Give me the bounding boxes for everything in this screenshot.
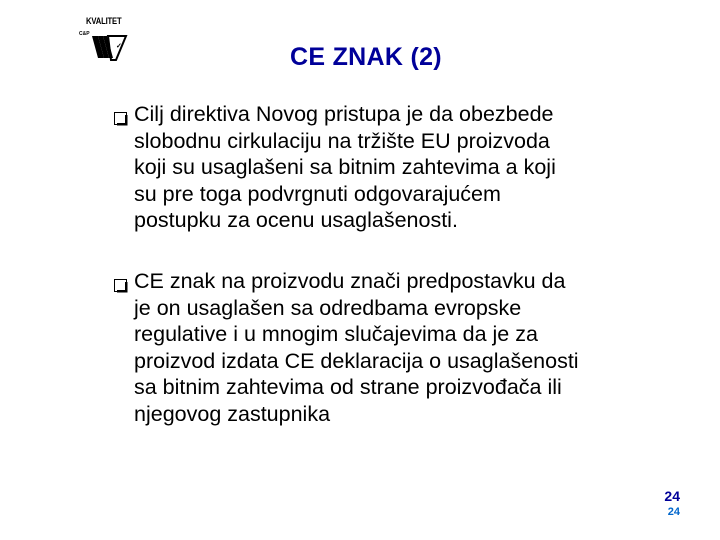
page-number-small: 24 — [667, 506, 680, 518]
slide-title: CE ZNAK (2) — [290, 43, 442, 71]
bullet-item-directive-goal — [114, 101, 684, 234]
bullet-text: Cilj direktiva Novog pristupa je da obezbede slobodnu cirkulaciju na tržište EU proizvoda koji su usaglašeni sa bitnim zahtevima a koji su pre toga podvrgnuti odgovarajućem postupku za ocenu usaglašenosti. — [134, 102, 556, 232]
bullet-text: CE znak na proizvodu znači predpostavku da je on usaglašen sa odredbama evropske regulative i u mnogim slučajevima da je za proizvod izdata CE deklaracija o usaglašenosti sa bitnim zahtevima od strane proizvođača ili njegovog zastupnika — [134, 269, 579, 426]
logo-title-text: KVALITET — [86, 16, 122, 26]
svg-text:✓: ✓ — [116, 43, 122, 50]
checkbox-square-icon — [114, 273, 128, 287]
logo-side-text: C&P — [79, 31, 90, 37]
checkbox-square-icon — [114, 106, 128, 120]
bullet-item-ce-mark-meaning — [114, 268, 684, 427]
page-number: 24 — [664, 488, 680, 504]
